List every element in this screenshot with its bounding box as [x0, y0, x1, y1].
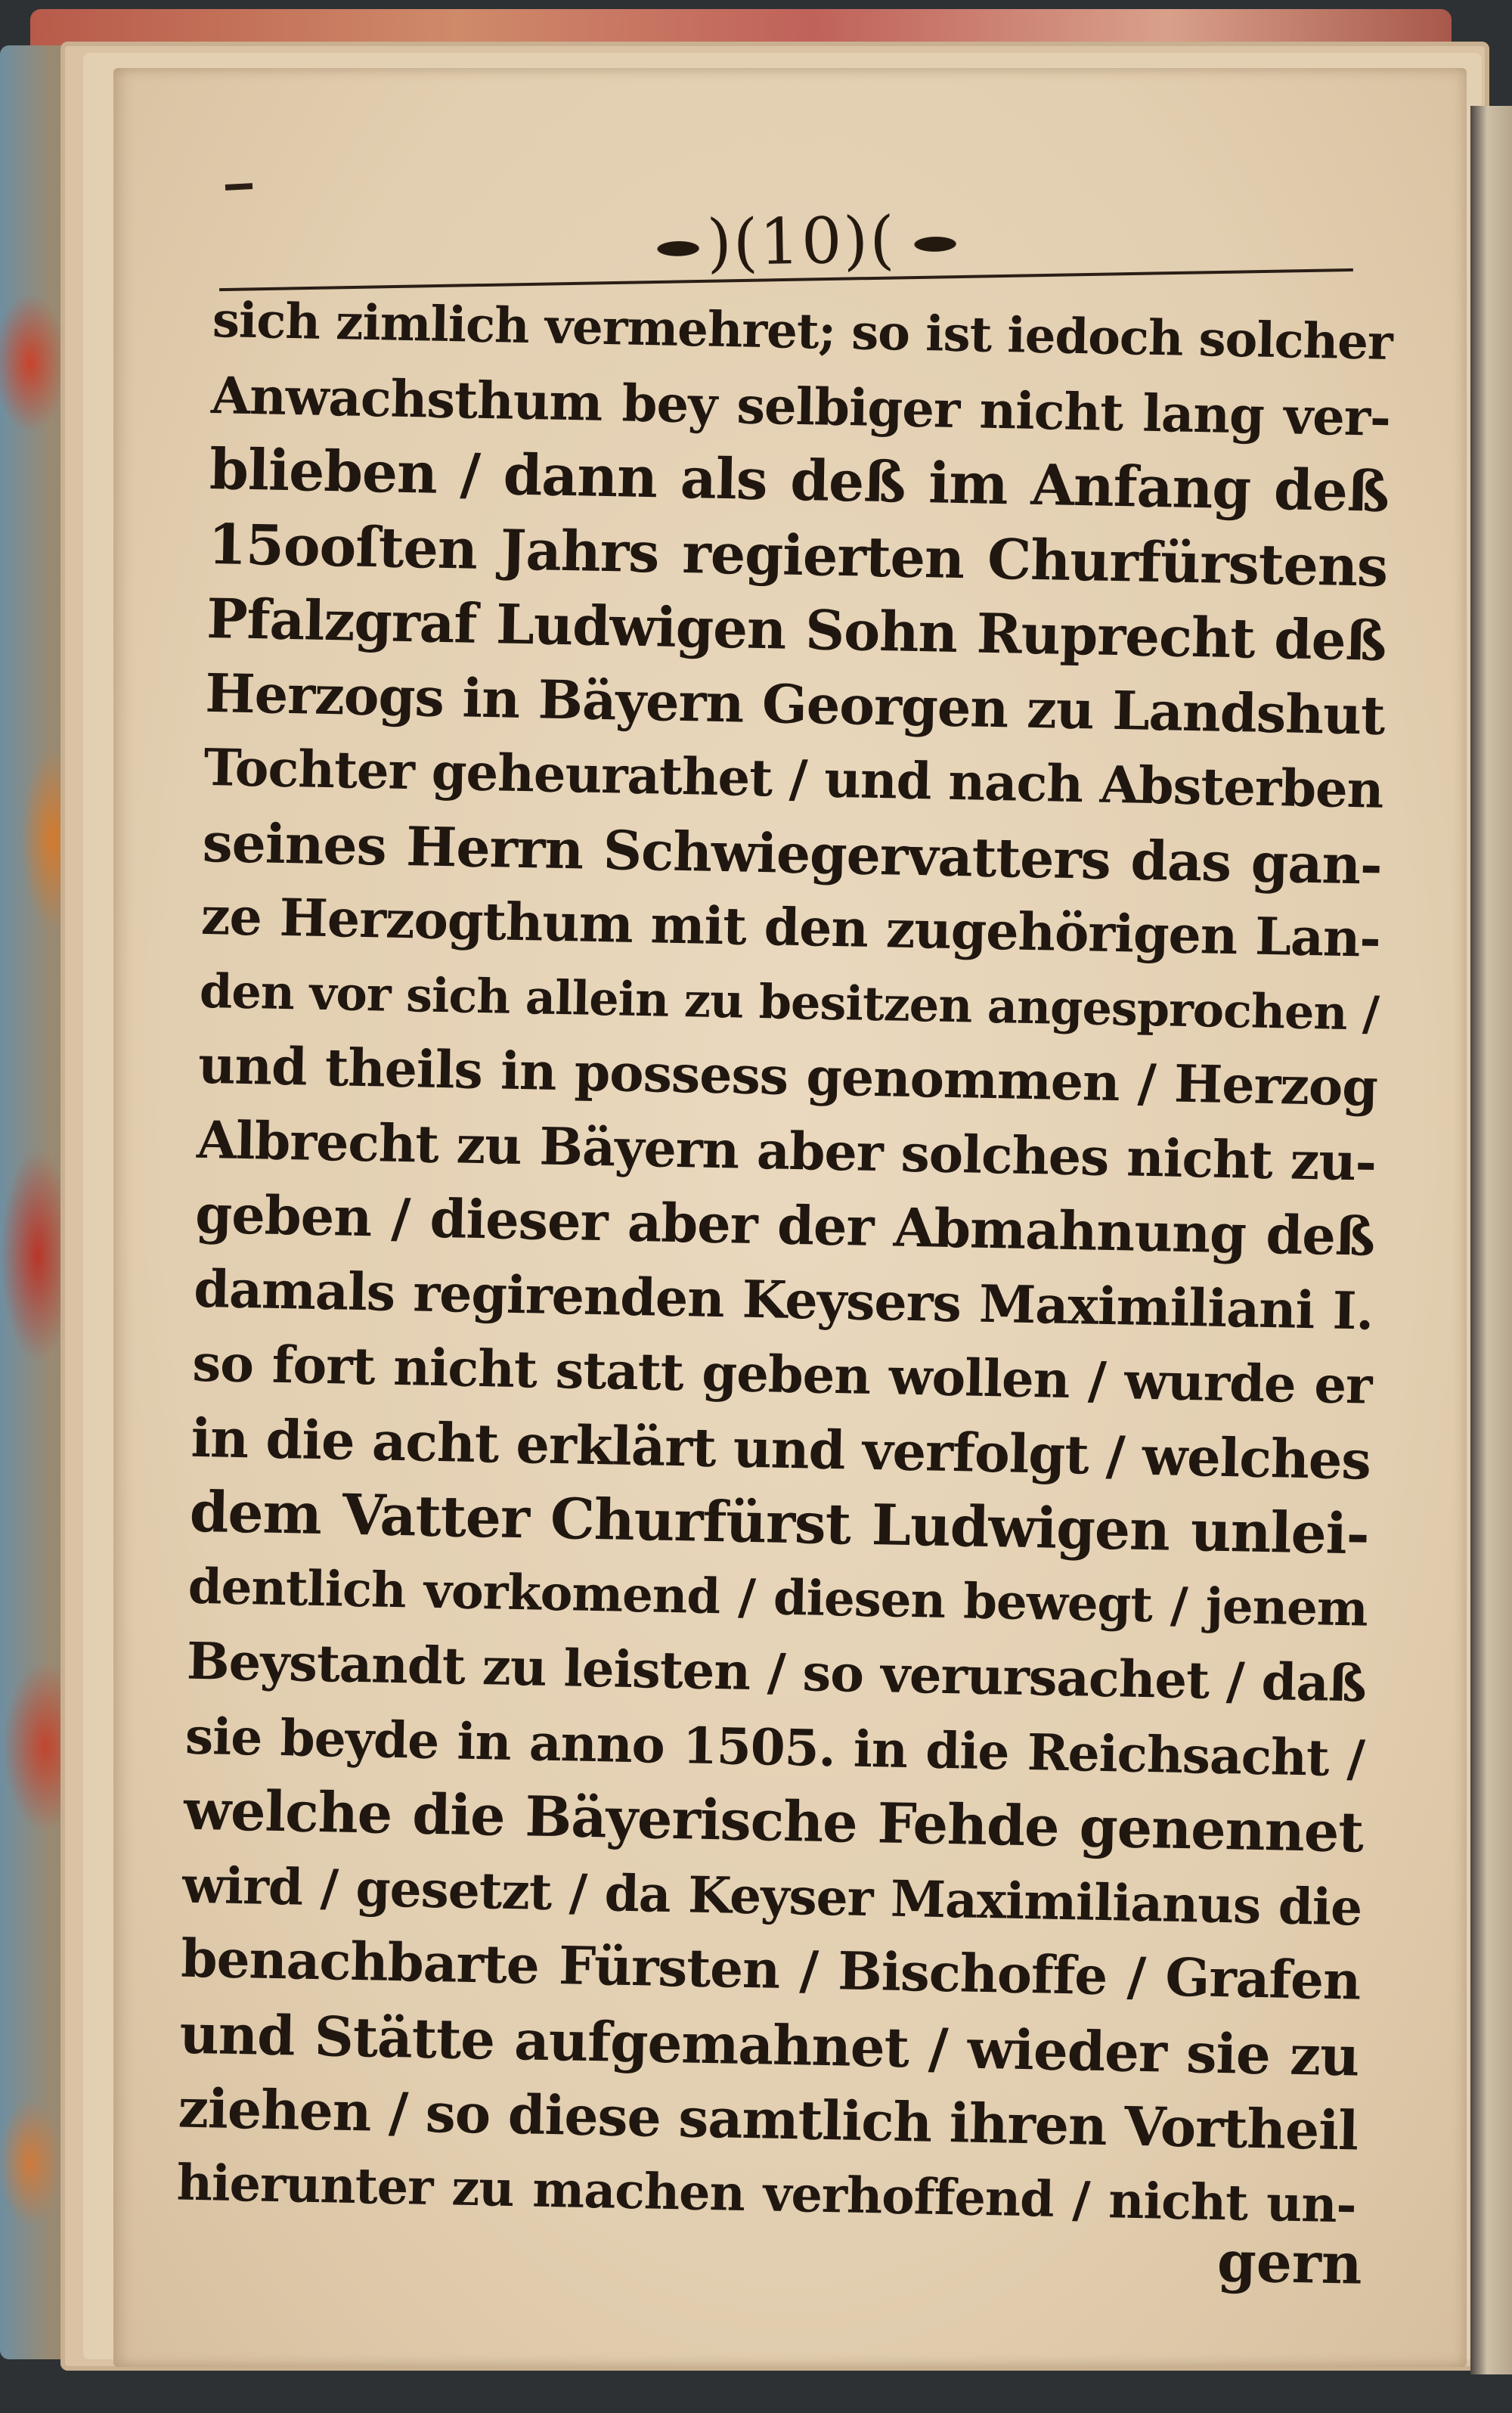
text-line: dem Vatter Churfürst Ludwigen unlei-	[188, 1479, 1370, 1568]
ornament-left-icon	[646, 237, 700, 260]
text-line: welche die Bäyerische Fehde genennet	[183, 1777, 1364, 1866]
text-line: den vor sich allein zu besitzen angesprochen /	[199, 963, 1380, 1041]
text-line: Anwachsthum bey selbiger nicht lang ver-	[210, 364, 1391, 448]
text-line: blieben / dann als deß im Anfang deß	[209, 436, 1390, 525]
text-line: Albrecht zu Bäyern aber solches nicht zu-	[196, 1109, 1377, 1193]
text-line: geben / dieser aber der Abmahnung deß	[194, 1182, 1375, 1268]
text-line: Pfalzgraf Ludwigen Sohn Ruprecht deß	[206, 585, 1387, 673]
text-line: sich zimlich vermehret; so ist iedoch solcher	[212, 291, 1393, 371]
text-line: Herzogs in Bäyern Georgen zu Landshut	[204, 661, 1386, 747]
text-line: ziehen / so diese samtlich ihren Vortheil	[177, 2076, 1359, 2163]
text-line: wird / gesetzt / da Keyser Maximilianus die	[181, 1855, 1362, 1937]
text-line: 15ooſten Jahrs regierten Churfürstens	[207, 511, 1388, 600]
text-line: Beystandt zu leisten / so verursachet / daß	[186, 1630, 1367, 1714]
text-line: hierunter zu machen verhoffend / nicht un-	[176, 2154, 1357, 2234]
text-line: benachbarte Fürsten / Bischoffe / Grafen	[180, 1928, 1361, 2012]
text-line: seines Herrn Schwiegervatters das gan-	[202, 810, 1383, 897]
text-line: in die acht erklärt und verfolgt / welches	[190, 1406, 1371, 1492]
catchword: gern	[1216, 2229, 1363, 2297]
text-line: so fort nicht statt geben wollen / wurde er	[191, 1332, 1373, 1416]
ornament-right-icon	[903, 232, 957, 256]
text-line: ze Herzogthum mit den zugehörigen Lan-	[200, 885, 1381, 969]
page-number: 10	[758, 203, 844, 279]
text-line: Tochter geheurathet / und nach Absterben	[203, 737, 1384, 820]
facing-page-edge	[1470, 106, 1512, 2374]
text-line: und Stätte aufgemahnet / wieder sie zu	[178, 2001, 1360, 2089]
text-line: und theils in possess genommen / Herzog	[197, 1034, 1378, 1118]
text-line: dentlich vorkomend / diesen bewegt / jenem	[187, 1558, 1368, 1638]
text-line: damals regirenden Keysers Maximiliani I.	[193, 1258, 1374, 1342]
page-header: )(10)(	[604, 200, 999, 281]
body-text	[176, 284, 1393, 2242]
text-line: sie beyde in anno 1505. in die Reichsacht /	[184, 1706, 1365, 1788]
